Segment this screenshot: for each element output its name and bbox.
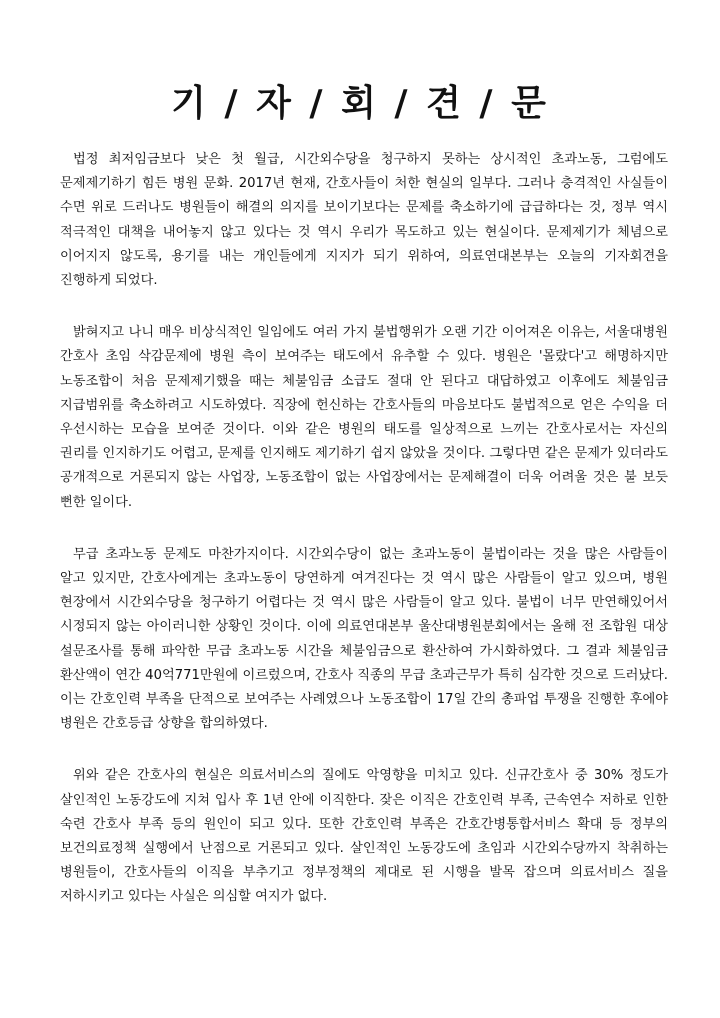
paragraph-1: 법정 최저임금보다 낮은 첫 월급, 시간외수당을 청구하지 못하는 상시적인 초과노동, 그럼에도 문제제기하기 힘든 병원 문화. 2017년 현재, 간호사들이 처한 현실의 일부다. 그러나 충격적인 사실들이 수면 위로 드러나도 병원들이 해결의 의지를 보이기보다는 문제를 축소하기에 급급하다는 것, 정부 역시 적극적인 대책을 내어놓지 않고 있다는 것 역시 우리가 목도하고 있는 현실이다. 문제제기가 체념으로 이어지지 않도록, 용기를 내는 개인들에게 지지가 되기 위하여, 의료연대본부는 오늘의 기자회견을 진행하게 되었다. xyxy=(60,152,668,289)
document-body xyxy=(60,148,668,938)
document-title: 기 / 자 / 회 / 견 / 문 xyxy=(171,83,549,124)
paragraph-4: 위와 같은 간호사의 현실은 의료서비스의 질에도 악영향을 미치고 있다. 신규간호사 중 30% 정도가 살인적인 노동강도에 지쳐 입사 후 1년 안에 이직한다. 잦은 이직은 간호인력 부족, 근속연수 저하로 인한 숙련 간호사 부족 등의 원인이 되고 있다. 또한 간호인력 부족은 간호간병통합서비스 확대 등 정부의 보건의료정책 실행에서 난점으로 거론되고 있다. 살인적인 노동강도에 초임과 시간외수당까지 착취하는 병원들이, 간호사들의 이직을 부추기고 정부정책의 제대로 된 시행을 발목 잡으며 의료서비스 질을 저하시키고 있다는 사실은 의심할 여지가 없다. xyxy=(60,768,668,905)
paragraph-3: 무급 초과노동 문제도 마찬가지이다. 시간외수당이 없는 초과노동이 불법이라는 것을 많은 사람들이 알고 있지만, 간호사에게는 초과노동이 당연하게 여겨진다는 것 역시 많은 사람들이 알고 있으며, 병원 현장에서 시간외수당을 청구하기 어렵다는 것 역시 많은 사람들이 알고 있다. 불법이 너무 만연해있어서 시정되지 않는 아이러니한 상황인 것이다. 이에 의료연대본부 울산대병원분회에서는 올해 전 조합원 대상 설문조사를 통해 파악한 무급 초과노동 시간을 체불임금으로 환산하여 가시화하였다. 그 결과 체불임금 환산액이 연간 40억771만원에 이르렀으며, 간호사 직종의 무급 초과근무가 특히 심각한 것으로 드러났다. 이는 간호인력 부족을 단적으로 보여주는 사례였으나 노동조합이 17일 간의 총파업 투쟁을 진행한 후에야 병원은 간호등급 상향을 합의하였다. xyxy=(60,546,668,732)
paragraph-2: 밝혀지고 나니 매우 비상식적인 일임에도 여러 가지 불법행위가 오랜 기간 이어져온 이유는, 서울대병원 간호사 초임 삭감문제에 병원 측이 보여주는 태도에서 유추할 수 있다. 병원은 '몰랐다'고 해명하지만 노동조합이 처음 문제제기했을 때는 체불임금 소급도 절대 안 된다고 대답하였고 이후에도 체불임금 지급범위를 축소하려고 시도하였다. 직장에 헌신하는 간호사들의 마음보다도 불법적으로 얻은 수익을 더 우선시하는 모습을 보여준 것이다. 이와 같은 병원의 태도를 일상적으로 느끼는 간호사로서는 자신의 권리를 인지하기도 어렵고, 문제를 인지해도 제기하기 쉽지 않았을 것이다. 그렇다면 같은 문제가 있더라도 공개적으로 거론되지 않는 사업장, 노동조합이 없는 사업장에서는 문제해결이 더욱 어려울 것은 불 보듯 뻔한 일이다. xyxy=(60,325,668,510)
